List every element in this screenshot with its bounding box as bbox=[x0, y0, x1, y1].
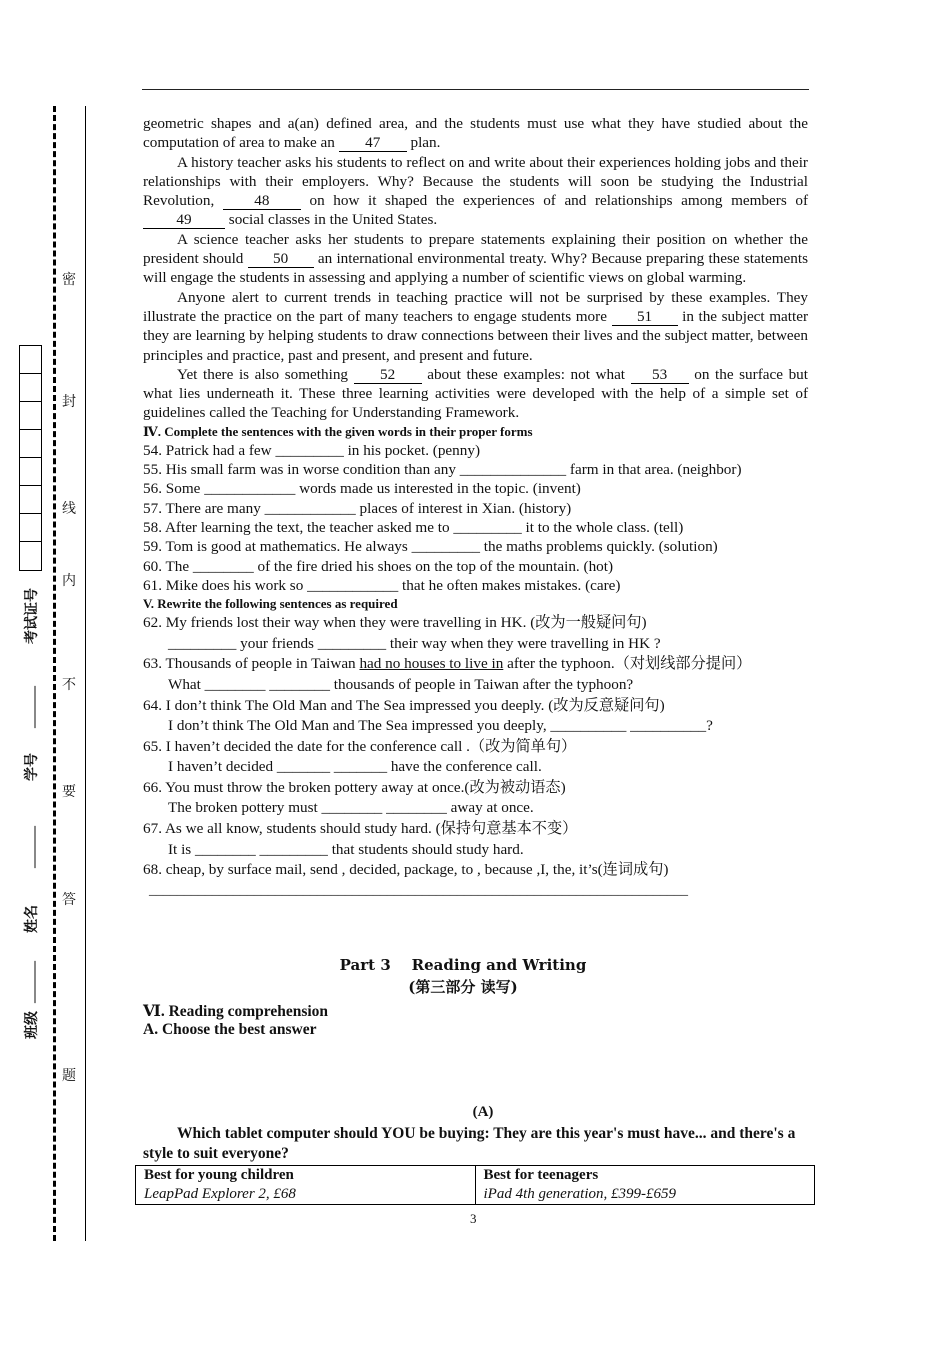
cloze-blank: 53 bbox=[631, 367, 689, 384]
cloze-blank: 51 bbox=[612, 309, 678, 326]
tablet-table bbox=[135, 1165, 815, 1205]
exercise-item: 55. His small farm was in worse condition than any ______________ farm in that area. (neighbor) bbox=[143, 461, 742, 479]
main-content bbox=[143, 114, 808, 901]
rewrite-question: 63. Thousands of people in Taiwan had no houses to live in after the typhoon.（对划线部分提问） bbox=[143, 655, 752, 673]
seal-char: 密 bbox=[62, 273, 76, 288]
table-header: Best for teenagers bbox=[483, 1167, 599, 1183]
rewrite-question: 67. As we all know, students should study hard. (保持句意基本不变） bbox=[143, 820, 578, 838]
seal-char: 不 bbox=[62, 678, 76, 693]
part-title: Part 3 Reading and Writing bbox=[339, 956, 587, 974]
underlined-phrase: had no houses to live in bbox=[359, 655, 504, 673]
rewrite-question: 62. My friends lost their way when they were travelling in HK. (改为一般疑问句) bbox=[143, 614, 647, 632]
rewrite-answer: I don’t think The Old Man and The Sea impressed you deeply, __________ __________? bbox=[168, 717, 713, 735]
section-heading: V. Rewrite the following sentences as required bbox=[143, 596, 398, 612]
rewrite-question: 64. I don’t think The Old Man and The Sea impressed you deeply. (改为反意疑问句) bbox=[143, 696, 665, 714]
student-number-blank: ______ bbox=[20, 826, 36, 868]
exercise-item: 61. Mike does his work so ____________ that he often makes mistakes. (care) bbox=[143, 576, 621, 594]
seal-char: 要 bbox=[62, 785, 76, 800]
seal-char: 内 bbox=[62, 574, 76, 589]
table-header: Best for young children bbox=[144, 1167, 294, 1183]
exam-number-boxes bbox=[19, 345, 42, 571]
table-cell: iPad 4th generation, £399-£659 bbox=[483, 1186, 676, 1202]
passage-title: Which tablet computer should YOU be buying: They are this year's must have... and there's a style to suit everyone? bbox=[143, 1125, 796, 1162]
rewrite-question: 68. cheap, by surface mail, send , decided, package, to , because ,I, the, it’s(连词成句) bbox=[143, 861, 669, 879]
exam-id-blank: ______ bbox=[20, 686, 36, 728]
rewrite-answer: I haven’t decided _______ _______ have the conference call. bbox=[168, 758, 542, 776]
passage-label: (A) bbox=[472, 1104, 494, 1120]
passage-paragraph: A history teacher asks his students to reflect on and write about their experiences holding jobs and their relationships with their employers. Why? Because the students will soon be studying the Industrial Revolution, 48 on how it shaped the experiences of and relationships among members of 49 social classes in the United States. bbox=[143, 153, 808, 229]
rewrite-answer: What ________ ________ thousands of people in Taiwan after the typhoon? bbox=[168, 675, 634, 693]
exercise-item: 60. The ________ of the fire dried his shoes on the top of the mountain. (hot) bbox=[143, 557, 614, 575]
passage-paragraph: A science teacher asks her students to prepare statements explaining their position on whether the president should 50 an international environmental treaty. Why? Because preparing these statements will engage the students in assessing and applying a number of scientific views on global warming. bbox=[143, 230, 808, 287]
exercise-item: 54. Patrick had a few _________ in his pocket. (penny) bbox=[143, 441, 481, 459]
name-blank: ______ bbox=[20, 961, 36, 1003]
section-title: Ⅵ. Reading comprehension bbox=[143, 1003, 329, 1020]
exercise-item: 59. Tom is good at mathematics. He always _________ the maths problems quickly. (solution) bbox=[143, 538, 718, 556]
exercise-item: 58. After learning the text, the teacher asked me to _________ it to the whole class. (tell) bbox=[143, 518, 684, 536]
student-number-label: 学号 bbox=[24, 753, 40, 781]
passage-paragraph: geometric shapes and a(an) defined area, and the students must use what they have studied about the computation of area to make an 47 plan. bbox=[143, 115, 808, 152]
rewrite-answer: The broken pottery must ________ ________ away at once. bbox=[168, 799, 534, 817]
seal-char: 线 bbox=[62, 502, 76, 517]
class-label: 班级 bbox=[24, 1011, 40, 1039]
section-heading: Ⅳ. Complete the sentences with the given words in their proper forms bbox=[143, 423, 533, 439]
rewrite-question: 65. I haven’t decided the date for the conference call .（改为简单句） bbox=[143, 737, 577, 755]
cloze-blank: 47 bbox=[339, 135, 407, 152]
page-number: 3 bbox=[470, 1211, 477, 1226]
seal-char: 封 bbox=[62, 395, 76, 410]
subsection-title: A. Choose the best answer bbox=[143, 1021, 317, 1038]
table-cell: LeapPad Explorer 2, £68 bbox=[144, 1186, 296, 1202]
binding-solid-line bbox=[85, 106, 86, 1241]
seal-char: 题 bbox=[62, 1069, 76, 1084]
name-label: 姓名 bbox=[24, 905, 40, 933]
exercise-item: 56. Some ____________ words made us interested in the topic. (invent) bbox=[143, 480, 581, 498]
seal-char: 答 bbox=[62, 893, 76, 908]
binding-dashed-line bbox=[53, 106, 56, 1241]
header-rule bbox=[142, 89, 809, 90]
part-subtitle: (第三部分 读写) bbox=[408, 978, 518, 996]
cloze-blank: 50 bbox=[248, 251, 314, 268]
passage-paragraph: Yet there is also something 52 about these examples: not what 53 on the surface but what lies underneath it. These three learning activities were developed with the help of a simple set of guidelines called the Teaching for Understanding Framework. bbox=[143, 365, 808, 422]
passage-paragraph: Anyone alert to current trends in teaching practice will not be surprised by these examples. They illustrate the practice on the part of many teachers to engage students more 51 in the subject matter they are learning by helping students to draw connections between their lives and the subject matter, between principles and practice, past and present, and present and future. bbox=[143, 288, 809, 364]
rewrite-answer: _________ your friends _________ their way when they were travelling in HK ? bbox=[168, 634, 661, 652]
cloze-blank: 48 bbox=[223, 193, 301, 210]
rewrite-answer: _____________________________________________________________________________ bbox=[149, 882, 688, 898]
exercise-item: 57. There are many ____________ places of interest in Xian. (history) bbox=[143, 499, 572, 517]
cloze-blank: 49 bbox=[143, 212, 225, 229]
cloze-blank: 52 bbox=[354, 367, 422, 384]
rewrite-answer: It is ________ _________ that students should study hard. bbox=[168, 840, 524, 858]
exam-id-label: 考试证号 bbox=[24, 588, 40, 644]
rewrite-question: 66. You must throw the broken pottery away at once.(改为被动语态) bbox=[143, 778, 566, 796]
part3-header bbox=[143, 956, 808, 1039]
